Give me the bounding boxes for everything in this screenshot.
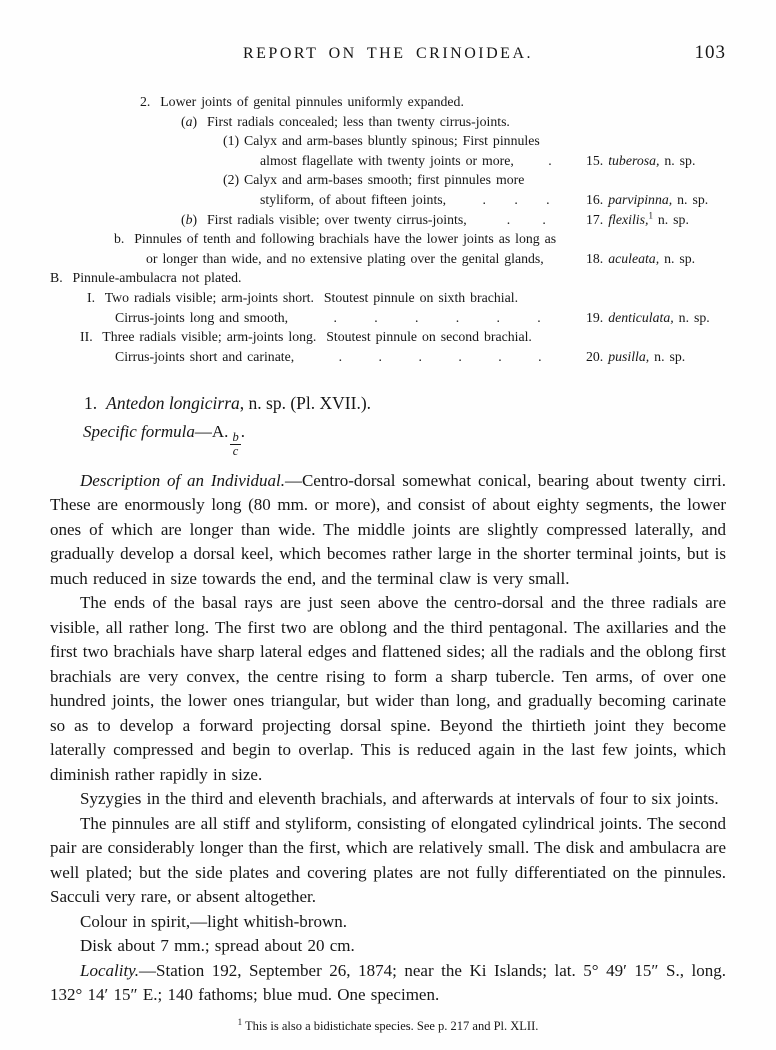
text-run: II. Three radials visible; arm-joints long. Stoutest pinnule on second brachial.	[80, 329, 532, 345]
page-number: 103	[694, 42, 726, 63]
running-title: REPORT ON THE CRINOIDEA.	[242, 45, 533, 62]
paragraph	[50, 469, 726, 592]
leader-dot: .	[514, 191, 518, 207]
species-section	[50, 393, 726, 1007]
text-run: —Station 192, September 26, 1874; near the Ki Islands; lat. 5° 49′ 15″ S., long. 132° 14′ 15″ E.; 140 fathoms; blue mud. One specimen.	[50, 960, 726, 1005]
key-line	[50, 190, 726, 210]
text-run: —Centro-dorsal somewhat conical, bearing about twenty cirri. These are enormously long (80 mm. or more), and consist of about eighty segments, the lower ones of which are longer than wide. The middle joints are slightly compressed laterally, and gradually develop a dorsal keel, which becomes rather large in the shorter terminal joints, but is much reduced in size towards the end, and the terminal claw is very small.	[50, 470, 726, 588]
key-line-text	[181, 112, 510, 132]
key-line	[50, 210, 726, 230]
text-run: (2) Calyx and arm-bases smooth; first pinnules more	[223, 172, 525, 188]
leader-dot: .	[542, 211, 546, 227]
species-number: 20.	[586, 348, 609, 364]
specific-formula-line	[50, 422, 726, 458]
text-run: The ends of the basal rays are just seen above the centro-dorsal and the three radials are visible, all rather long. The first two are oblong and the third pentagonal. The axillaries and the first two brachials have sharp lateral edges and flattened sides; all the radials and the oblong first brachials are very convex, the centre rising to form a sharp tubercle. Ten arms, of over one hundred joints, the lower ones triangular, but wider than long, and gradually becoming carinate so as to develop a forward projecting dorsal spine. Beyond the thirtieth joint they become laterally compressed and begin to overlap. This is reduced again in the last few joints, which diminish rather rapidly in size.	[50, 593, 726, 784]
key-line-text	[260, 190, 446, 210]
dot-leaders	[288, 308, 586, 328]
key-line	[50, 112, 726, 132]
key-line-text	[80, 327, 532, 347]
leader-dot: .	[548, 152, 552, 168]
species-name: flexilis,	[608, 211, 649, 227]
leader-dot: .	[333, 309, 337, 325]
key-line	[50, 151, 726, 171]
species-name: tuberosa,	[608, 152, 660, 168]
description-paragraphs	[50, 469, 726, 1008]
text-run: Cirrus-joints long and smooth,	[115, 309, 289, 325]
species-entry	[586, 308, 726, 328]
key-line-text	[115, 347, 294, 367]
species-suffix: n. sp.	[673, 309, 710, 325]
species-entry	[586, 210, 726, 230]
leader-dot: .	[506, 211, 511, 227]
species-entry	[586, 151, 726, 171]
text-run: Syzygies in the third and eleventh brachials, and afterwards at intervals of four to six joints.	[80, 789, 719, 809]
leader-dot: .	[458, 348, 462, 364]
text-run: I. Two radials visible; arm-joints short. Stoutest pinnule on sixth brachial.	[87, 289, 519, 305]
key-line	[50, 249, 726, 269]
text-run: B. Pinnule-ambulacra not plated.	[50, 270, 242, 286]
paragraph	[50, 959, 726, 1008]
key-line	[50, 229, 726, 249]
leader-dot: .	[418, 348, 422, 364]
species-number: 19.	[586, 309, 609, 325]
leader-dot: .	[455, 309, 460, 325]
leader-dot: .	[374, 309, 378, 325]
text-run: b. Pinnules of tenth and following brachials have the lower joints as long as	[114, 231, 557, 247]
key-line-text	[146, 249, 544, 269]
text-run: almost flagellate with twenty joints or more,	[260, 152, 514, 168]
leader-dot: .	[378, 348, 382, 364]
species-suffix: n. sp.	[659, 152, 696, 168]
leader-dot: .	[338, 348, 343, 364]
dot-leaders	[294, 347, 586, 367]
text-run: Cirrus-joints short and carinate,	[115, 348, 295, 364]
fraction-numerator: b	[232, 430, 239, 445]
species-entry	[586, 190, 726, 210]
leader-dot: .	[538, 348, 542, 364]
formula-suffix: .	[240, 422, 245, 442]
key-line	[50, 288, 726, 308]
key-line	[50, 268, 726, 288]
key-line	[50, 131, 726, 151]
key-line-text	[115, 308, 288, 328]
text-run: (	[181, 113, 186, 129]
footnote	[50, 1016, 726, 1034]
leader-dot: .	[496, 309, 500, 325]
species-number: 17.	[586, 211, 609, 227]
key-line	[50, 308, 726, 328]
species-suffix: n. sp.	[659, 250, 696, 266]
text-run: The pinnules are all stiff and styliform, consisting of elongated cylindrical joints. The second pair are considerably longer than the first, which are relatively small. The disk and ambulacra are well plated; but the side plates and covering plates are not fully differentiated on the pinnules. Sacculi very rare, or absent altogether.	[50, 813, 727, 907]
text-run: (1) Calyx and arm-bases bluntly spinous; First pinnules	[223, 133, 540, 149]
italic-run: b	[185, 211, 193, 227]
formula-fraction	[230, 431, 240, 458]
species-number: 18.	[586, 250, 609, 266]
dot-leaders	[514, 151, 586, 171]
key-line-text	[140, 92, 464, 112]
text-run: ) First radials concealed; less than twenty cirrus-joints.	[192, 113, 510, 129]
paragraph	[50, 934, 726, 959]
text-run: Disk about 7 mm.; spread about 20 cm.	[80, 936, 355, 956]
fraction-denominator: c	[232, 444, 239, 459]
text-run: ) First radials visible; over twenty cirrus-joints,	[192, 211, 467, 227]
text-run: (	[181, 211, 186, 227]
species-entry	[586, 249, 726, 269]
italic-run: Locality.	[80, 960, 140, 980]
leader-dot: .	[537, 309, 541, 325]
species-name: pusilla,	[608, 348, 650, 364]
italic-run: a	[185, 113, 193, 129]
dot-leaders	[446, 190, 586, 210]
species-suffix: n. sp.	[652, 211, 689, 227]
leader-dot: .	[498, 348, 502, 364]
key-line-text	[181, 210, 467, 230]
leader-dot: .	[482, 191, 486, 207]
leader-dot: .	[414, 309, 419, 325]
leader-dot: .	[546, 191, 550, 207]
text-run: Colour in spirit,—light whitish-brown.	[80, 911, 347, 931]
species-footnote-ref: 1	[648, 209, 653, 220]
species-name: denticulata,	[608, 309, 674, 325]
species-binomial: Antedon longicirra	[106, 393, 240, 414]
key-line	[50, 170, 726, 190]
species-name: aculeata,	[608, 250, 660, 266]
formula-connector: —A.	[194, 422, 229, 442]
key-line-text	[223, 131, 540, 151]
species-number: 15.	[586, 152, 609, 168]
paragraph	[50, 787, 726, 812]
running-head	[50, 42, 726, 64]
key-line	[50, 92, 726, 112]
key-line-text	[114, 229, 556, 249]
key-line-text	[223, 170, 524, 190]
key-line	[50, 327, 726, 347]
footnote-text: This is also a bidistichate species. See p. 217 and Pl. XLII.	[242, 1018, 539, 1033]
species-number: 16.	[586, 191, 609, 207]
dot-leaders	[467, 210, 586, 230]
text-run: styliform, of about fifteen joints,	[260, 191, 447, 207]
key-line	[50, 347, 726, 367]
paragraph	[50, 910, 726, 935]
species-suffix: n. sp.	[672, 191, 709, 207]
text-run: 2. Lower joints of genital pinnules uniformly expanded.	[140, 94, 464, 109]
species-heading	[50, 393, 726, 414]
formula-label: Specific formula	[83, 422, 195, 442]
key-line-text	[50, 268, 241, 288]
species-entry	[586, 347, 726, 367]
italic-run: Description of an Individual.	[80, 470, 285, 490]
species-key	[50, 92, 726, 366]
paragraph	[50, 812, 726, 910]
species-name: parvipinna,	[608, 191, 673, 207]
species-suffix: n. sp.	[649, 348, 686, 364]
key-line-text	[87, 288, 518, 308]
footnote-marker: 1	[237, 1016, 243, 1027]
paragraph	[50, 591, 726, 787]
species-heading-rest: , n. sp. (Pl. XVII.).	[239, 393, 372, 414]
text-run: or longer than wide, and no extensive plating over the genital glands,	[146, 250, 544, 266]
key-line-text	[260, 151, 514, 171]
species-heading-number: 1.	[84, 393, 98, 414]
